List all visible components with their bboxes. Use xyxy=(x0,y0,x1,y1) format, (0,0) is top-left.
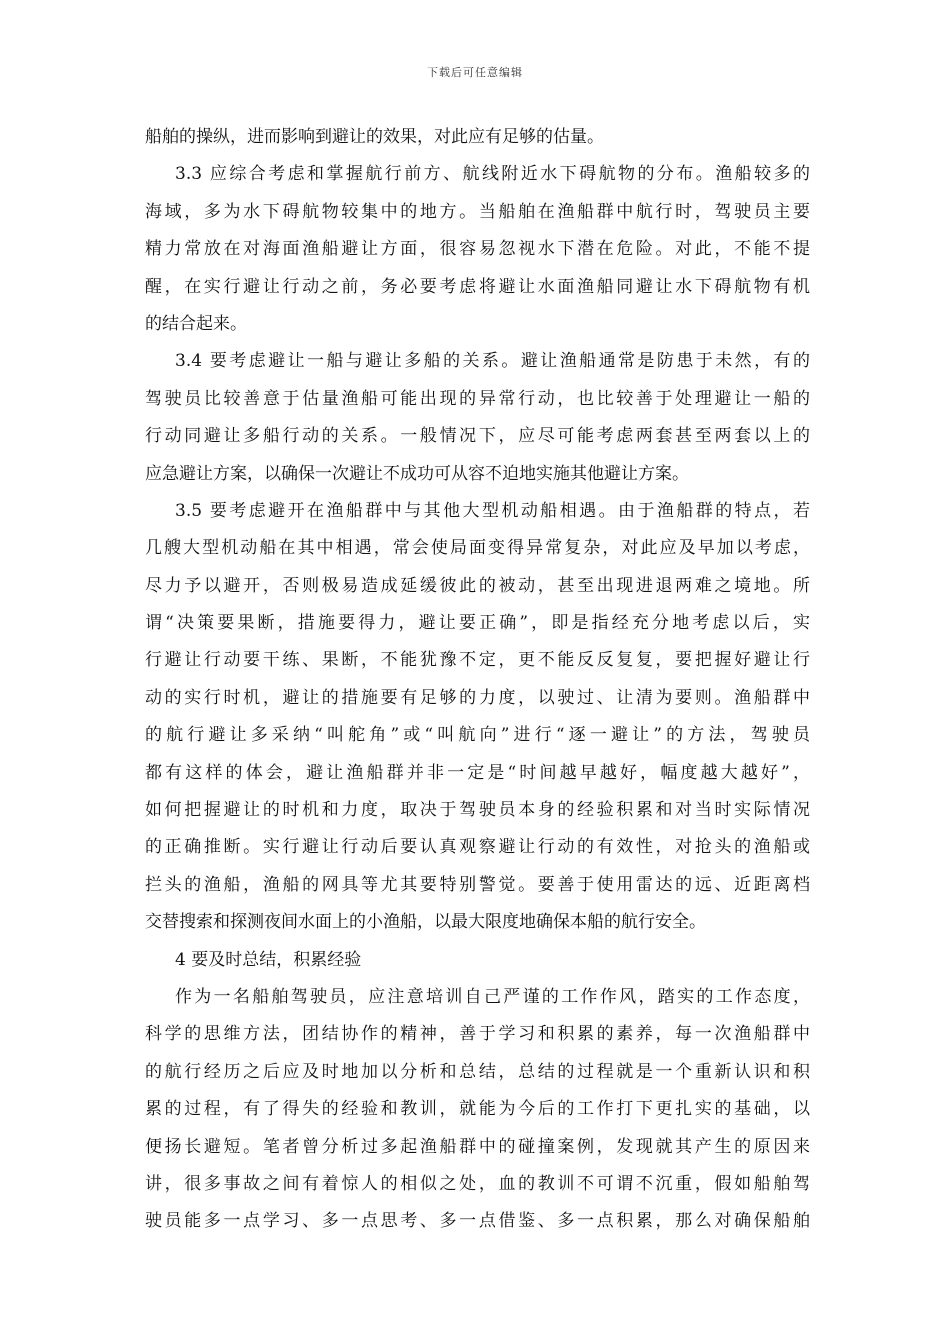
document-body xyxy=(145,119,810,1241)
text-line: 醒，在实行避让行动之前，务必要考虑将避让水面渔船同避让水下碍航物有机 xyxy=(145,276,810,297)
text-line: 科学的思维方法，团结协作的精神，善于学习和积累的素养，每一次渔船群中 xyxy=(145,1024,810,1045)
text-line: 的正确推断。实行避让行动后要认真观察避让行动的有效性，对抢头的渔船或 xyxy=(145,837,810,858)
text-line: 3.4 要考虑避让一船与避让多船的关系。避让渔船通常是防患于未然，有的 xyxy=(175,351,810,372)
text-line: 谓“决策要果断，措施要得力，避让要正确”，即是指经充分地考虑以后，实 xyxy=(145,613,810,634)
text-line: 的结合起来。 xyxy=(145,313,247,334)
text-line: 都有这样的体会，避让渔船群并非一定是“时间越早越好，幅度越大越好”， xyxy=(145,762,810,783)
text-line: 3.5 要考虑避开在渔船群中与其他大型机动船相遇。由于渔船群的特点，若 xyxy=(175,500,810,521)
text-line: 驶员能多一点学习、多一点思考、多一点借鉴、多一点积累，那么对确保船舶 xyxy=(145,1211,810,1232)
paragraph xyxy=(145,156,810,343)
paragraph xyxy=(145,979,810,1241)
text-line: 行避让行动要干练、果断，不能犹豫不定，更不能反反复复，要把握好避让行 xyxy=(145,650,810,671)
text-line: 讲，很多事故之间有着惊人的相似之处，血的教训不可谓不沉重，假如船舶驾 xyxy=(145,1173,810,1194)
paragraph xyxy=(145,942,810,979)
paragraph xyxy=(145,493,810,942)
text-line: 海域，多为水下碍航物较集中的地方。当船舶在渔船群中航行时，驾驶员主要 xyxy=(145,201,810,222)
text-line: 如何把握避让的时机和力度，取决于驾驶员本身的经验积累和对当时实际情况 xyxy=(145,800,810,821)
page-header: 下载后可任意编辑 xyxy=(427,66,523,79)
text-line: 船舶的操纵，进而影响到避让的效果，对此应有足够的估量。 xyxy=(145,127,604,147)
paragraph xyxy=(145,119,810,156)
text-line: 的航行避让多采纳“叫舵角”或“叫航向”进行“逐一避让”的方法，驾驶员 xyxy=(145,725,810,746)
text-line: 累的过程，有了得失的经验和教训，就能为今后的工作打下更扎实的基础，以 xyxy=(145,1099,810,1120)
text-line: 的航行经历之后应及时地加以分析和总结，总结的过程就是一个重新认识和积 xyxy=(145,1061,810,1082)
text-line: 拦头的渔船，渔船的网具等尤其要特别警觉。要善于使用雷达的远、近距离档 xyxy=(145,874,810,895)
text-line: 4 要及时总结，积累经验 xyxy=(175,949,362,970)
text-line: 精力常放在对海面渔船避让方面，很容易忽视水下潜在危险。对此，不能不提 xyxy=(145,239,810,260)
text-line: 尽力予以避开，否则极易造成延缓彼此的被动，甚至出现进退两难之境地。所 xyxy=(145,575,810,596)
text-line: 动的实行时机，避让的措施要有足够的力度，以驶过、让清为要则。渔船群中 xyxy=(145,687,810,708)
paragraph xyxy=(145,343,810,493)
text-line: 驾驶员比较善意于估量渔船可能出现的异常行动，也比较善于处理避让一船的 xyxy=(145,388,810,409)
text-line: 作为一名船舶驾驶员，应注意培训自己严谨的工作作风，踏实的工作态度， xyxy=(175,986,810,1007)
text-line: 应急避让方案，以确保一次避让不成功可从容不迫地实施其他避让方案。 xyxy=(145,463,689,484)
text-line: 交替搜索和探测夜间水面上的小渔船，以最大限度地确保本船的航行安全。 xyxy=(145,912,706,933)
text-line: 几艘大型机动船在其中相遇，常会使局面变得异常复杂，对此应及早加以考虑， xyxy=(145,538,810,559)
text-line: 行动同避让多船行动的关系。一般情况下，应尽可能考虑两套甚至两套以上的 xyxy=(145,426,810,447)
text-line: 3.3 应综合考虑和掌握航行前方、航线附近水下碍航物的分布。渔船较多的 xyxy=(175,164,810,185)
text-line: 便扬长避短。笔者曾分析过多起渔船群中的碰撞案例，发现就其产生的原因来 xyxy=(145,1136,810,1157)
